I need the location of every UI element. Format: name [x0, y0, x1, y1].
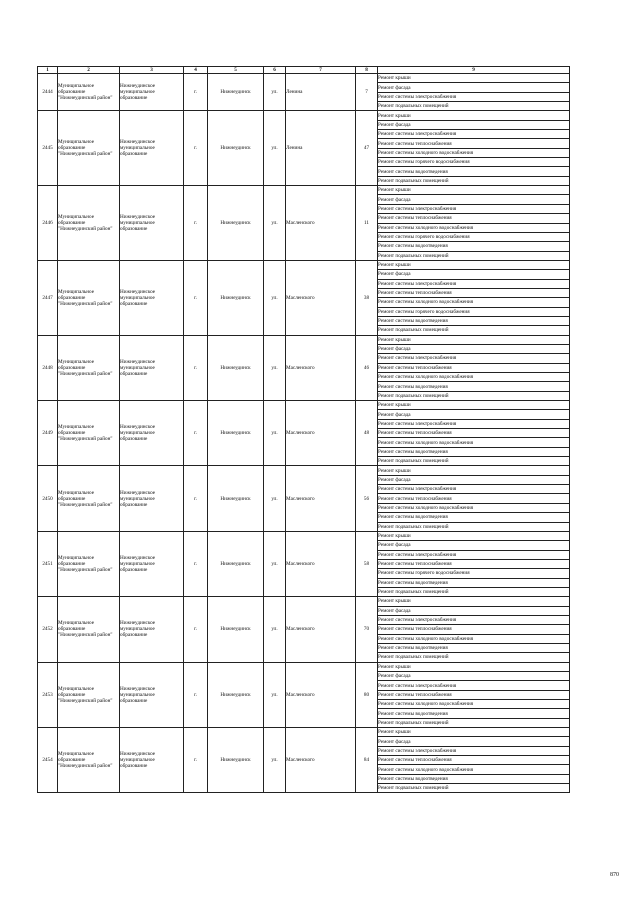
- work-type-cell: Ремонт системы водоотведения: [378, 513, 570, 522]
- work-type-cell: Ремонт крыши: [378, 662, 570, 671]
- municipality-cell: Муниципальное образование "Нижнеудинский район": [58, 401, 120, 466]
- work-type-cell: Ремонт системы теплоснабжения: [378, 625, 570, 634]
- table-row: [38, 260, 570, 269]
- work-type-cell: Ремонт системы электроснабжения: [378, 550, 570, 559]
- work-type-cell: Ремонт системы теплоснабжения: [378, 214, 570, 223]
- record-number: 2446: [38, 186, 58, 261]
- record-number: 2449: [38, 401, 58, 466]
- work-type-cell: Ремонт подвальных помещений: [378, 653, 570, 662]
- municipality-cell: Муниципальное образование "Нижнеудинский район": [58, 74, 120, 111]
- house-number-cell: 11: [356, 186, 378, 261]
- municipality-cell: Муниципальное образование "Нижнеудинский район": [58, 466, 120, 531]
- settlement-cell: Нижнеудинское муниципальное образование: [120, 111, 184, 186]
- work-type-cell: Ремонт системы холодного водоснабжения: [378, 634, 570, 643]
- header-row: [38, 67, 570, 74]
- work-type-cell: Ремонт системы горячего водоснабжения: [378, 307, 570, 316]
- table-row: [38, 335, 570, 344]
- work-type-cell: Ремонт системы электроснабжения: [378, 681, 570, 690]
- municipality-cell: Муниципальное образование "Нижнеудинский район": [58, 111, 120, 186]
- street-type-cell: ул.: [264, 466, 286, 531]
- house-number-cell: 80: [356, 662, 378, 727]
- header-col-6: 6: [264, 67, 286, 74]
- record-number: 2453: [38, 662, 58, 727]
- work-type-cell: Ремонт крыши: [378, 597, 570, 606]
- city-cell: Нижнеудинск: [208, 597, 264, 662]
- work-type-cell: Ремонт системы холодного водоснабжения: [378, 438, 570, 447]
- record-number: 2447: [38, 260, 58, 335]
- work-type-cell: Ремонт крыши: [378, 728, 570, 737]
- city-cell: Нижнеудинск: [208, 260, 264, 335]
- work-type-cell: Ремонт системы холодного водоснабжения: [378, 298, 570, 307]
- city-cell: Нижнеудинск: [208, 74, 264, 111]
- header-col-9: 9: [378, 67, 570, 74]
- work-type-cell: Ремонт системы теплоснабжения: [378, 494, 570, 503]
- table-row: [38, 531, 570, 540]
- table-row: [38, 111, 570, 120]
- locality-prefix-cell: г.: [184, 597, 208, 662]
- work-type-cell: Ремонт системы электроснабжения: [378, 746, 570, 755]
- street-name-cell: Масленского: [286, 401, 356, 466]
- street-type-cell: ул.: [264, 260, 286, 335]
- work-type-cell: Ремонт подвальных помещений: [378, 326, 570, 335]
- work-type-cell: Ремонт системы водоотведения: [378, 382, 570, 391]
- work-type-cell: Ремонт системы горячего водоснабжения: [378, 569, 570, 578]
- work-type-cell: Ремонт фасада: [378, 737, 570, 746]
- work-type-cell: Ремонт системы холодного водоснабжения: [378, 223, 570, 232]
- street-type-cell: ул.: [264, 335, 286, 400]
- city-cell: Нижнеудинск: [208, 728, 264, 793]
- header-col-4: 4: [184, 67, 208, 74]
- municipality-cell: Муниципальное образование "Нижнеудинский район": [58, 186, 120, 261]
- house-number-cell: 56: [356, 466, 378, 531]
- city-cell: Нижнеудинск: [208, 662, 264, 727]
- page-number: 870: [610, 872, 619, 878]
- street-type-cell: ул.: [264, 728, 286, 793]
- record-number: 2454: [38, 728, 58, 793]
- table-row: [38, 401, 570, 410]
- header-col-7: 7: [286, 67, 356, 74]
- header-col-3: 3: [120, 67, 184, 74]
- work-type-cell: Ремонт системы электроснабжения: [378, 615, 570, 624]
- work-type-cell: Ремонт системы электроснабжения: [378, 419, 570, 428]
- record-number: 2448: [38, 335, 58, 400]
- settlement-cell: Нижнеудинское муниципальное образование: [120, 531, 184, 596]
- work-type-cell: Ремонт фасада: [378, 270, 570, 279]
- work-type-cell: Ремонт системы теплоснабжения: [378, 690, 570, 699]
- municipality-cell: Муниципальное образование "Нижнеудинский район": [58, 662, 120, 727]
- street-type-cell: ул.: [264, 597, 286, 662]
- work-type-cell: Ремонт системы холодного водоснабжения: [378, 148, 570, 157]
- settlement-cell: Нижнеудинское муниципальное образование: [120, 186, 184, 261]
- locality-prefix-cell: г.: [184, 401, 208, 466]
- work-type-cell: Ремонт подвальных помещений: [378, 391, 570, 400]
- municipality-cell: Муниципальное образование "Нижнеудинский район": [58, 597, 120, 662]
- city-cell: Нижнеудинск: [208, 335, 264, 400]
- settlement-cell: Нижнеудинское муниципальное образование: [120, 597, 184, 662]
- work-type-cell: Ремонт подвальных помещений: [378, 587, 570, 596]
- street-name-cell: Масленского: [286, 662, 356, 727]
- record-number: 2450: [38, 466, 58, 531]
- work-type-cell: Ремонт системы теплоснабжения: [378, 756, 570, 765]
- work-type-cell: Ремонт системы теплоснабжения: [378, 288, 570, 297]
- work-type-cell: Ремонт системы водоотведения: [378, 709, 570, 718]
- house-number-cell: 47: [356, 111, 378, 186]
- work-type-cell: Ремонт системы холодного водоснабжения: [378, 373, 570, 382]
- locality-prefix-cell: г.: [184, 466, 208, 531]
- street-type-cell: ул.: [264, 186, 286, 261]
- street-type-cell: ул.: [264, 531, 286, 596]
- table-row: [38, 597, 570, 606]
- work-type-cell: Ремонт системы электроснабжения: [378, 130, 570, 139]
- record-number: 2444: [38, 74, 58, 111]
- table-row: [38, 466, 570, 475]
- repair-program-table: [37, 66, 570, 793]
- work-type-cell: Ремонт системы электроснабжения: [378, 279, 570, 288]
- record-number: 2445: [38, 111, 58, 186]
- work-type-cell: Ремонт крыши: [378, 335, 570, 344]
- street-name-cell: Масленского: [286, 597, 356, 662]
- work-type-cell: Ремонт системы водоотведения: [378, 447, 570, 456]
- street-type-cell: ул.: [264, 74, 286, 111]
- work-type-cell: Ремонт системы холодного водоснабжения: [378, 700, 570, 709]
- work-type-cell: Ремонт системы холодного водоснабжения: [378, 765, 570, 774]
- work-type-cell: Ремонт крыши: [378, 531, 570, 540]
- municipality-cell: Муниципальное образование "Нижнеудинский район": [58, 531, 120, 596]
- city-cell: Нижнеудинск: [208, 401, 264, 466]
- work-type-cell: Ремонт системы электроснабжения: [378, 485, 570, 494]
- work-type-cell: Ремонт системы электроснабжения: [378, 92, 570, 101]
- house-number-cell: 84: [356, 728, 378, 793]
- work-type-cell: Ремонт крыши: [378, 74, 570, 83]
- work-type-cell: Ремонт подвальных помещений: [378, 784, 570, 793]
- work-type-cell: Ремонт подвальных помещений: [378, 251, 570, 260]
- settlement-cell: Нижнеудинское муниципальное образование: [120, 728, 184, 793]
- work-type-cell: Ремонт подвальных помещений: [378, 522, 570, 531]
- street-name-cell: Масленского: [286, 186, 356, 261]
- work-type-cell: Ремонт фасада: [378, 475, 570, 484]
- header-col-2: 2: [58, 67, 120, 74]
- record-number: 2452: [38, 597, 58, 662]
- street-type-cell: ул.: [264, 111, 286, 186]
- city-cell: Нижнеудинск: [208, 466, 264, 531]
- municipality-cell: Муниципальное образование "Нижнеудинский район": [58, 260, 120, 335]
- work-type-cell: Ремонт системы теплоснабжения: [378, 363, 570, 372]
- work-type-cell: Ремонт подвальных помещений: [378, 718, 570, 727]
- city-cell: Нижнеудинск: [208, 111, 264, 186]
- street-type-cell: ул.: [264, 662, 286, 727]
- house-number-cell: 38: [356, 260, 378, 335]
- work-type-cell: Ремонт крыши: [378, 111, 570, 120]
- work-type-cell: Ремонт фасада: [378, 672, 570, 681]
- work-type-cell: Ремонт системы горячего водоснабжения: [378, 232, 570, 241]
- work-type-cell: Ремонт системы теплоснабжения: [378, 139, 570, 148]
- work-type-cell: Ремонт крыши: [378, 401, 570, 410]
- locality-prefix-cell: г.: [184, 531, 208, 596]
- locality-prefix-cell: г.: [184, 662, 208, 727]
- work-type-cell: Ремонт подвальных помещений: [378, 102, 570, 111]
- street-name-cell: Масленского: [286, 531, 356, 596]
- table-row: [38, 74, 570, 83]
- street-name-cell: Ленина: [286, 111, 356, 186]
- street-name-cell: Ленина: [286, 74, 356, 111]
- work-type-cell: Ремонт системы водоотведения: [378, 167, 570, 176]
- work-type-cell: Ремонт фасада: [378, 410, 570, 419]
- settlement-cell: Нижнеудинское муниципальное образование: [120, 466, 184, 531]
- street-name-cell: Масленского: [286, 466, 356, 531]
- table-body: [38, 74, 570, 793]
- municipality-cell: Муниципальное образование "Нижнеудинский район": [58, 728, 120, 793]
- work-type-cell: Ремонт крыши: [378, 466, 570, 475]
- work-type-cell: Ремонт крыши: [378, 186, 570, 195]
- locality-prefix-cell: г.: [184, 260, 208, 335]
- work-type-cell: Ремонт системы горячего водоснабжения: [378, 158, 570, 167]
- work-type-cell: Ремонт крыши: [378, 260, 570, 269]
- header-col-5: 5: [208, 67, 264, 74]
- settlement-cell: Нижнеудинское муниципальное образование: [120, 662, 184, 727]
- work-type-cell: Ремонт системы теплоснабжения: [378, 429, 570, 438]
- table-row: [38, 728, 570, 737]
- street-name-cell: Масленского: [286, 335, 356, 400]
- settlement-cell: Нижнеудинское муниципальное образование: [120, 260, 184, 335]
- work-type-cell: Ремонт системы водоотведения: [378, 242, 570, 251]
- locality-prefix-cell: г.: [184, 111, 208, 186]
- work-type-cell: Ремонт фасада: [378, 541, 570, 550]
- work-type-cell: Ремонт системы электроснабжения: [378, 354, 570, 363]
- house-number-cell: 7: [356, 74, 378, 111]
- house-number-cell: 58: [356, 531, 378, 596]
- city-cell: Нижнеудинск: [208, 186, 264, 261]
- header-col-8: 8: [356, 67, 378, 74]
- settlement-cell: Нижнеудинское муниципальное образование: [120, 74, 184, 111]
- work-type-cell: Ремонт фасада: [378, 195, 570, 204]
- work-type-cell: Ремонт фасада: [378, 120, 570, 129]
- table-row: [38, 186, 570, 195]
- work-type-cell: Ремонт фасада: [378, 83, 570, 92]
- work-type-cell: Ремонт подвальных помещений: [378, 176, 570, 185]
- city-cell: Нижнеудинск: [208, 531, 264, 596]
- work-type-cell: Ремонт системы теплоснабжения: [378, 559, 570, 568]
- work-type-cell: Ремонт системы водоотведения: [378, 774, 570, 783]
- house-number-cell: 48: [356, 401, 378, 466]
- locality-prefix-cell: г.: [184, 74, 208, 111]
- work-type-cell: Ремонт системы водоотведения: [378, 578, 570, 587]
- work-type-cell: Ремонт системы водоотведения: [378, 643, 570, 652]
- work-type-cell: Ремонт подвальных помещений: [378, 457, 570, 466]
- street-name-cell: Масленского: [286, 728, 356, 793]
- table-row: [38, 662, 570, 671]
- work-type-cell: Ремонт фасада: [378, 606, 570, 615]
- work-type-cell: Ремонт системы электроснабжения: [378, 204, 570, 213]
- municipality-cell: Муниципальное образование "Нижнеудинский район": [58, 335, 120, 400]
- work-type-cell: Ремонт фасада: [378, 344, 570, 353]
- street-type-cell: ул.: [264, 401, 286, 466]
- settlement-cell: Нижнеудинское муниципальное образование: [120, 335, 184, 400]
- locality-prefix-cell: г.: [184, 186, 208, 261]
- record-number: 2451: [38, 531, 58, 596]
- settlement-cell: Нижнеудинское муниципальное образование: [120, 401, 184, 466]
- street-name-cell: Масленского: [286, 260, 356, 335]
- house-number-cell: 70: [356, 597, 378, 662]
- locality-prefix-cell: г.: [184, 335, 208, 400]
- work-type-cell: Ремонт системы водоотведения: [378, 316, 570, 325]
- locality-prefix-cell: г.: [184, 728, 208, 793]
- house-number-cell: 46: [356, 335, 378, 400]
- header-col-1: 1: [38, 67, 58, 74]
- work-type-cell: Ремонт системы холодного водоснабжения: [378, 503, 570, 512]
